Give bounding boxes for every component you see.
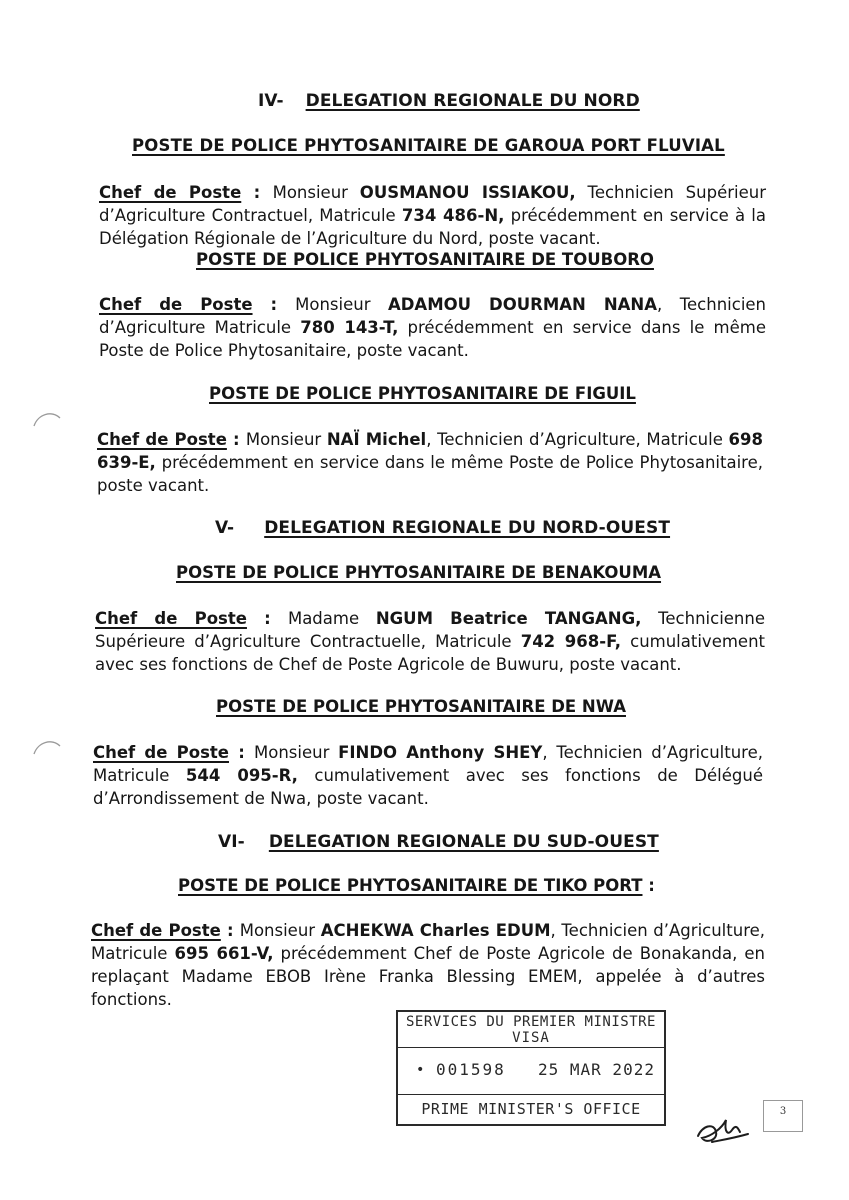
page-number: 3	[763, 1100, 803, 1132]
stamp-line-2: VISA	[512, 1030, 550, 1046]
section-number: IV-	[258, 91, 284, 111]
person-name: ADAMOU DOURMAN NANA	[387, 295, 658, 314]
chef-de-poste-label: Chef de Poste	[95, 609, 247, 628]
section-title: DELEGATION REGIONALE DU NORD-OUEST	[264, 518, 671, 538]
post-paragraph: Chef de Poste : Monsieur FINDO Anthony SHEY, Technicien d’Agriculture, Matricule 544 095-R, cumulativement avec ses fonctions de Délégué d’Arrondissement de Nwa, poste vacant.	[93, 743, 763, 808]
section-heading-vi	[218, 832, 659, 852]
post-paragraph: Chef de Poste : Monsieur NAÏ Michel, Technicien d’Agriculture, Matricule 698 639-E, précédemment en service dans le même Poste de Police Phytosanitaire, poste vacant.	[97, 430, 763, 495]
post-paragraph: Chef de Poste : Monsieur ACHEKWA Charles EDUM, Technicien d’Agriculture, Matricule 695 661-V, précédemment Chef de Poste Agricole de Bonakanda, en replaçant Madame EBOB Irène Franka Blessing EMEM, appelée à d’autres fonctions.	[91, 921, 766, 1009]
stamp-number: 001598	[436, 1060, 506, 1079]
signature-icon	[692, 1106, 752, 1150]
matricule: 698 639-E,	[97, 430, 763, 472]
matricule: 742 968-F,	[520, 632, 621, 651]
person-name: ACHEKWA Charles EDUM	[320, 921, 551, 940]
post-title: POSTE DE POLICE PHYTOSANITAIRE DE TOUBORO	[196, 250, 654, 269]
visa-stamp	[396, 1010, 666, 1126]
chef-de-poste-label: Chef de Poste	[99, 183, 242, 202]
chef-de-poste-label: Chef de Poste	[99, 295, 253, 314]
chef-de-poste-label: Chef de Poste	[91, 921, 221, 940]
section-number: VI-	[218, 832, 245, 852]
stamp-date: 25 MAR 2022	[538, 1060, 655, 1079]
section-title: DELEGATION REGIONALE DU SUD-OUEST	[268, 832, 659, 852]
stamp-divider	[398, 1047, 664, 1048]
matricule: 734 486-N,	[401, 206, 505, 225]
post-paragraph: Chef de Poste : Madame NGUM Beatrice TANGANG, Technicienne Supérieure d’Agriculture Contractuelle, Matricule 742 968-F, cumulativement avec ses fonctions de Chef de Poste Agricole de Buwuru, poste vacant.	[95, 609, 765, 674]
person-name: OUSMANOU ISSIAKOU,	[359, 183, 576, 202]
stamp-dot: •	[416, 1062, 425, 1078]
person-name: NGUM Beatrice TANGANG,	[375, 609, 642, 628]
post-title: POSTE DE POLICE PHYTOSANITAIRE DE TIKO PORT :	[178, 876, 655, 895]
section-number: V-	[215, 518, 235, 538]
punch-hole-icon	[32, 736, 62, 756]
matricule: 544 095-R,	[185, 766, 298, 785]
post-title: POSTE DE POLICE PHYTOSANITAIRE DE FIGUIL	[209, 384, 636, 403]
chef-de-poste-label: Chef de Poste	[97, 430, 227, 449]
stamp-office: PRIME MINISTER'S OFFICE	[421, 1100, 641, 1118]
chef-de-poste-label: Chef de Poste	[93, 743, 229, 762]
post-paragraph: Chef de Poste : Monsieur ADAMOU DOURMAN NANA, Technicien d’Agriculture Matricule 780 143-T, précédemment en service dans le même Poste de Police Phytosanitaire, poste vacant.	[99, 295, 767, 360]
person-name: NAÏ Michel	[326, 430, 427, 449]
stamp-divider	[398, 1094, 664, 1095]
matricule: 695 661-V,	[174, 944, 274, 963]
post-title: POSTE DE POLICE PHYTOSANITAIRE DE NWA	[216, 697, 626, 716]
section-heading-iv	[258, 91, 640, 111]
stamp-line-1: SERVICES DU PREMIER MINISTRE	[405, 1014, 656, 1030]
post-paragraph: Chef de Poste : Monsieur OUSMANOU ISSIAKOU, Technicien Supérieur d’Agriculture Contractuel, Matricule 734 486-N, précédemment en service à la Délégation Régionale de l’Agriculture du Nord, poste vacant.	[99, 183, 766, 248]
section-title: DELEGATION REGIONALE DU NORD	[305, 91, 640, 111]
section-heading-v	[215, 518, 670, 538]
post-title: POSTE DE POLICE PHYTOSANITAIRE DE BENAKOUMA	[176, 563, 662, 582]
person-name: FINDO Anthony SHEY	[338, 743, 543, 762]
matricule: 780 143-T,	[300, 318, 399, 337]
punch-hole-icon	[32, 408, 62, 428]
post-title: POSTE DE POLICE PHYTOSANITAIRE DE GAROUA PORT FLUVIAL	[132, 136, 725, 155]
